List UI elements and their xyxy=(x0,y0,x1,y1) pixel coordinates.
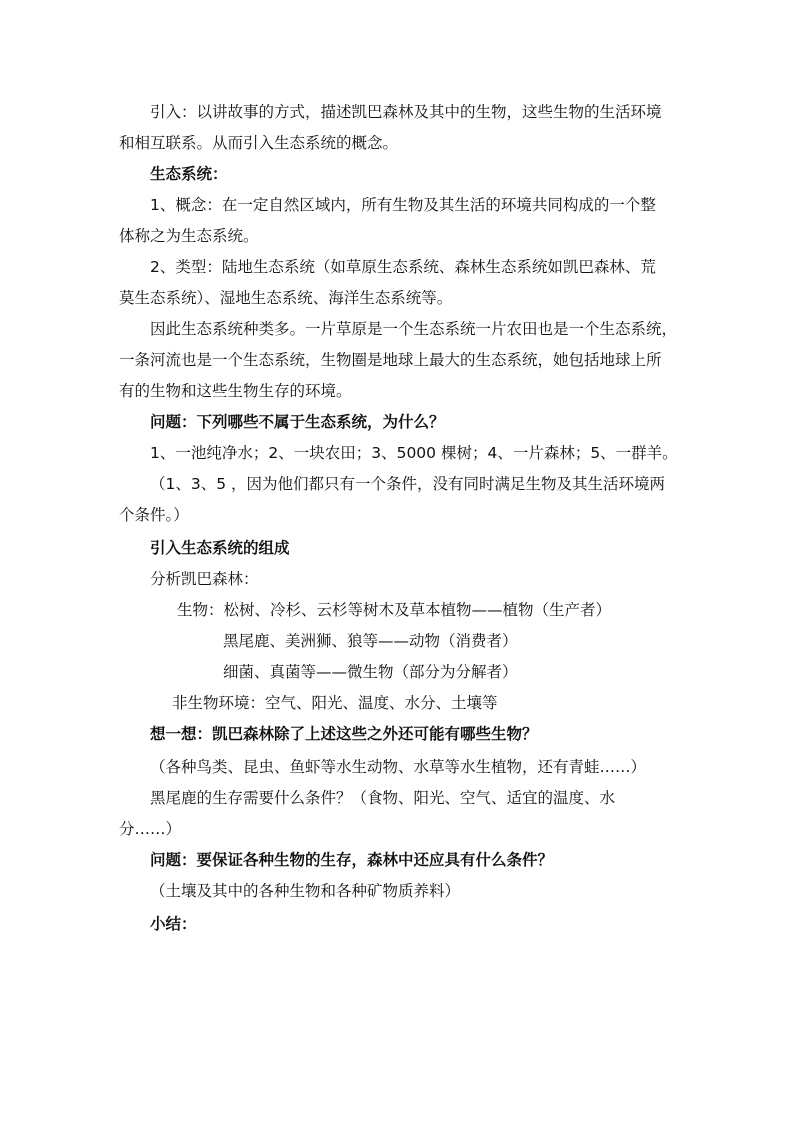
intro-line-2: 和相互联系。从而引入生态系统的概念。 xyxy=(119,134,399,152)
variety-line-1: 因此生态系统种类多。一片草原是一个生态系统一片农田也是一个生态系统， xyxy=(150,320,678,338)
ecosystem-heading: 生态系统： xyxy=(150,165,228,183)
question2-answer: （土壤及其中的各种生物和各种矿物质养料） xyxy=(150,882,461,900)
summary-heading: 小结： xyxy=(150,915,197,933)
question1-options: 1、一池纯净水；2、一块农田；3、5000 棵树；4、一片森林；5、一群羊。 xyxy=(150,444,678,462)
deer-line-2: 分……） xyxy=(119,820,182,838)
abiotic-environment: 非生物环境：空气、阳光、温度、水分、土壤等 xyxy=(172,694,498,712)
question2-heading: 问题：要保证各种生物的生存，森林中还应具有什么条件？ xyxy=(150,851,554,869)
intro-line-1: 引入：以讲故事的方式，描述凯巴森林及其中的生物，这些生物的生活环境 xyxy=(150,103,662,121)
question1-answer-line-1: （1、3、5 ，因为他们都只有一个条件，没有同时满足生物及其生活环境两 xyxy=(150,475,666,493)
organisms-producers: 生物：松树、冷杉、云杉等树木及草本植物——植物（生产者） xyxy=(177,601,612,619)
composition-heading: 引入生态系统的组成 xyxy=(150,539,290,557)
types-line-1: 2、类型：陆地生态系统（如草原生态系统、森林生态系统如凯巴森林、荒 xyxy=(150,258,656,276)
consumers: 黑尾鹿、美洲狮、狼等——动物（消费者） xyxy=(223,632,518,650)
deer-line-1: 黑尾鹿的生存需要什么条件？（食物、阳光、空气、适宜的温度、水 xyxy=(150,789,616,807)
concept-line-2: 体称之为生态系统。 xyxy=(119,227,259,245)
concept-line-1: 1、概念：在一定自然区域内，所有生物及其生活的环境共同构成的一个整 xyxy=(150,196,656,214)
decomposers: 细菌、真菌等——微生物（部分为分解者） xyxy=(223,663,518,681)
variety-line-3: 有的生物和这些生物生存的环境。 xyxy=(119,382,352,400)
question1-heading: 问题：下列哪些不属于生态系统，为什么？ xyxy=(150,413,445,431)
think-answer: （各种鸟类、昆虫、鱼虾等水生动物、水草等水生植物，还有青蛙……） xyxy=(150,758,647,776)
composition-analysis: 分析凯巴森林： xyxy=(150,570,259,588)
variety-line-2: 一条河流也是一个生态系统，生物圈是地球上最大的生态系统，她包括地球上所 xyxy=(119,351,662,369)
question1-answer-line-2: 个条件。） xyxy=(119,506,189,524)
think-heading: 想一想：凯巴森林除了上述这些之外还可能有哪些生物？ xyxy=(150,725,538,743)
types-line-2: 莫生态系统）、湿地生态系统、海洋生态系统等。 xyxy=(119,289,453,307)
